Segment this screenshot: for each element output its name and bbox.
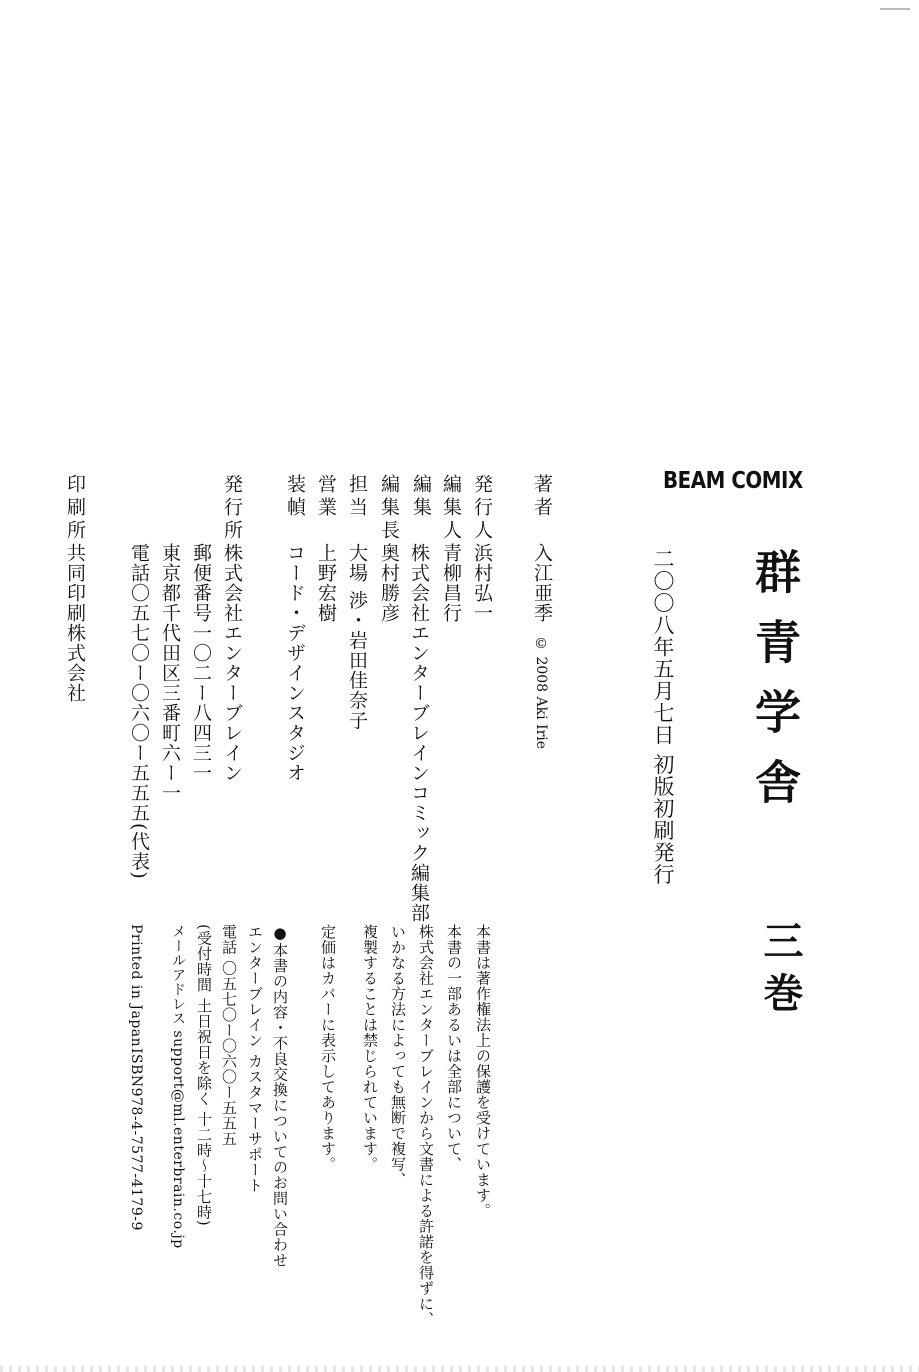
notice-line: 複製することは禁じられています。 (361, 924, 379, 1172)
credit-value-publisher-person: 浜村弘一 (471, 543, 493, 623)
printer-value: 共同印刷株式会社 (64, 543, 86, 703)
credit-role-design: 装幀 (284, 474, 306, 520)
publisher-line: 電話〇五七〇ー〇六〇ー五五五(代表) (128, 543, 150, 880)
book-title: 群青学舎 (748, 548, 802, 828)
scan-mark (880, 8, 910, 10)
isbn-code: ISBN978-4-7577-4179-9 (128, 1048, 144, 1231)
credit-role-editor-person: 編集人 (440, 474, 462, 543)
notice-line: いかなる方法によっても無断で複写、 (389, 924, 407, 1188)
scan-edge (0, 1366, 919, 1372)
publish-date: 二〇〇八年五月七日 初版初刷発行 (651, 548, 675, 886)
notice-line: 本書の一部あるいは全部について、 (445, 924, 463, 1172)
credit-role-in-charge: 担当 (346, 474, 368, 520)
credit-role-author: 著者 (531, 474, 553, 520)
printed-in-japan: Printed in Japan (128, 924, 144, 1048)
credit-value-sales: 上野宏樹 (315, 543, 337, 623)
credit-value-editing: 株式会社エンターブレインコミック編集部 (408, 543, 430, 923)
credit-role-editor-in-chief: 編集長 (378, 474, 400, 543)
credit-role-publisher-person: 発行人 (471, 474, 493, 543)
support-line: ●本書の内容・不良交換についてのお問い合わせ (271, 924, 289, 1268)
credit-role-editing: 編集 (410, 474, 432, 520)
credit-value-editor-person: 青柳昌行 (440, 543, 462, 623)
credit-value-in-charge: 大場 渉・岩田佳奈子 (346, 543, 368, 731)
support-line: 電話 〇五七〇ー〇六〇ー五五五 (220, 924, 238, 1147)
notice-line: 株式会社エンターブレインから文書による許諾を得ずに、 (417, 924, 435, 1327)
volume-number: 三巻 (757, 920, 804, 1024)
publisher-line: 郵便番号一〇二ー八四三一 (190, 543, 212, 783)
support-line: (受付時間 土日祝日を除く 十二時〜十七時) (195, 924, 213, 1227)
credit-role-sales: 営業 (315, 474, 337, 520)
price-notice: 定価はカバーに表示してあります。 (319, 924, 337, 1172)
credit-value-design: コード・デザインスタジオ (284, 543, 306, 783)
copyright-line: © 2008 Aki Irie (533, 636, 549, 750)
credit-value-author: 入江亜季 (531, 543, 553, 623)
support-line: エンターブレイン カスタマーサポート (246, 924, 264, 1193)
printer-role: 印刷所 (64, 474, 86, 543)
brand-label: BEAM COMIX (663, 468, 803, 494)
publisher-role: 発行所 (221, 474, 243, 543)
credit-value-editor-in-chief: 奥村勝彦 (378, 543, 400, 623)
publisher-line: 東京都千代田区三番町六ー一 (159, 543, 181, 803)
notice-line: 本書は著作権法上の保護を受けています。 (474, 924, 492, 1219)
support-email: メールアドレス support@ml.enterbrain.co.jp (170, 924, 186, 1249)
publisher-line: 株式会社エンターブレイン (221, 543, 243, 783)
